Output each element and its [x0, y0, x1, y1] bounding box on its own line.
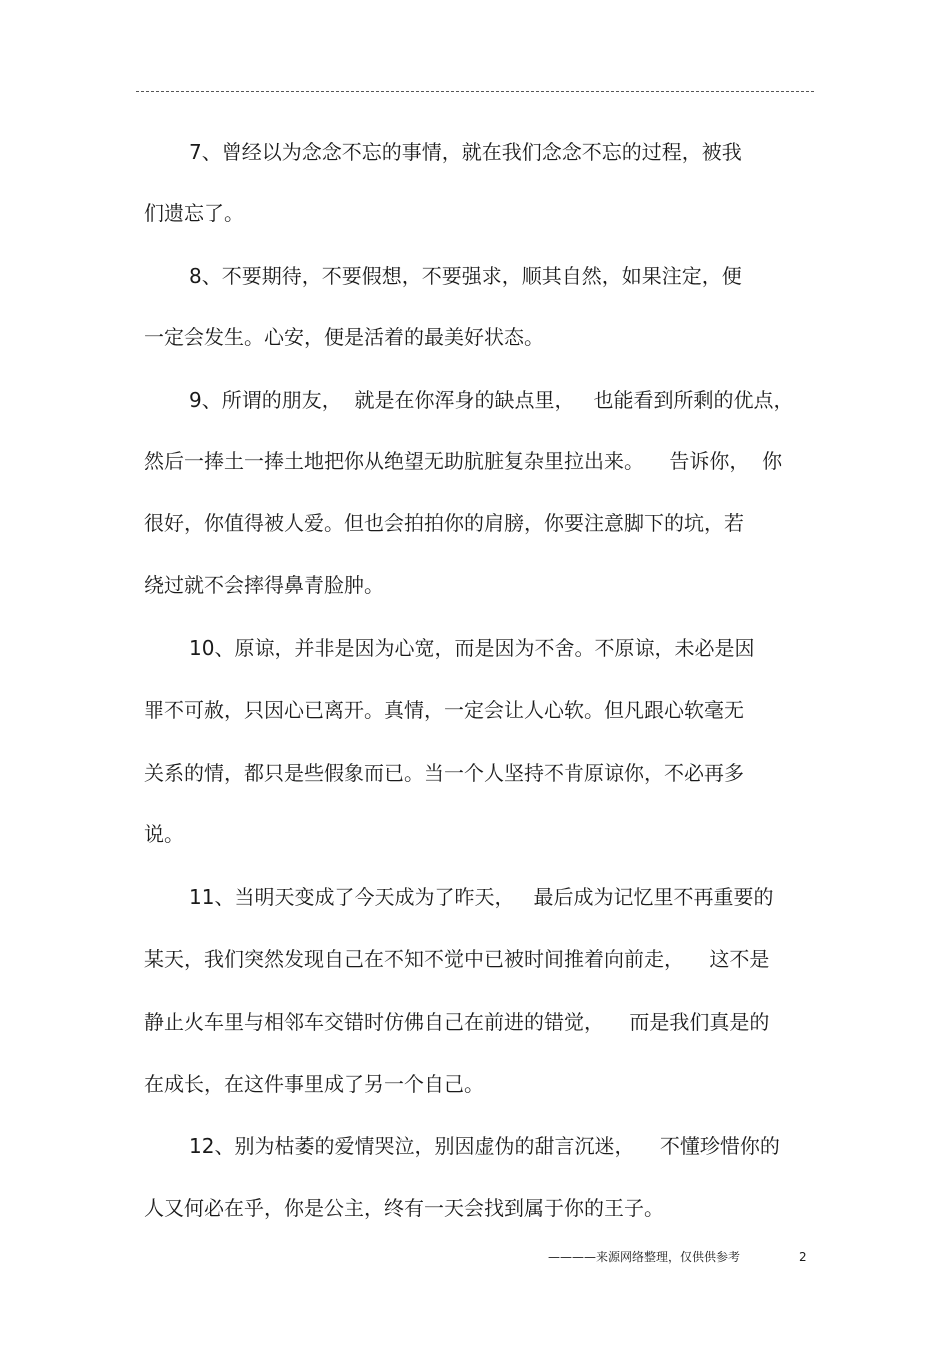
paragraph-line: 静止火车里与相邻车交错时仿佛自己在前进的错觉， 而是我们真是的 [144, 1010, 770, 1034]
paragraph-line: 9、所谓的朋友， 就是在你浑身的缺点里， 也能看到所剩的优点， [189, 388, 794, 412]
paragraph-line: 一定会发生。心安，便是活着的最美好状态。 [144, 325, 544, 349]
paragraph-line: 8、不要期待，不要假想，不要强求，顺其自然，如果注定，便 [189, 264, 742, 288]
page-number: 2 [799, 1250, 807, 1264]
paragraph-line: 关系的情，都只是些假象而已。当一个人坚持不肯原谅你，不必再多 [144, 761, 744, 785]
paragraph-line: 人又何必在乎，你是公主，终有一天会找到属于你的王子。 [144, 1196, 664, 1220]
paragraph-line: 在成长，在这件事里成了另一个自己。 [144, 1072, 484, 1096]
paragraph-line: 10、原谅，并非是因为心宽，而是因为不舍。不原谅，未必是因 [189, 636, 755, 660]
paragraph-line: 然后一捧土一捧土地把你从绝望无助肮脏复杂里拉出来。 告诉你， 你 [144, 449, 783, 473]
header-divider [136, 91, 814, 92]
paragraph-line: 很好，你值得被人爱。但也会拍拍你的肩膀，你要注意脚下的坑，若 [144, 511, 744, 535]
paragraph-line: 罪不可赦，只因心已离开。真情，一定会让人心软。但凡跟心软毫无 [144, 698, 744, 722]
paragraph-line: 12、别为枯萎的爱情哭泣，别因虚伪的甜言沉迷， 不懂珍惜你的 [189, 1134, 780, 1158]
paragraph-line: 11、当明天变成了今天成为了昨天， 最后成为记忆里不再重要的 [189, 885, 774, 909]
footer-source-note: ————来源网络整理，仅供供参考 [548, 1250, 741, 1264]
paragraph-line: 绕过就不会摔得鼻青脸肿。 [144, 573, 384, 597]
paragraph-line: 7、曾经以为念念不忘的事情，就在我们念念不忘的过程，被我 [189, 140, 742, 164]
paragraph-line: 们遗忘了。 [144, 201, 244, 225]
paragraph-line: 说。 [144, 822, 184, 846]
paragraph-line: 某天，我们突然发现自己在不知不觉中已被时间推着向前走， 这不是 [144, 947, 770, 971]
